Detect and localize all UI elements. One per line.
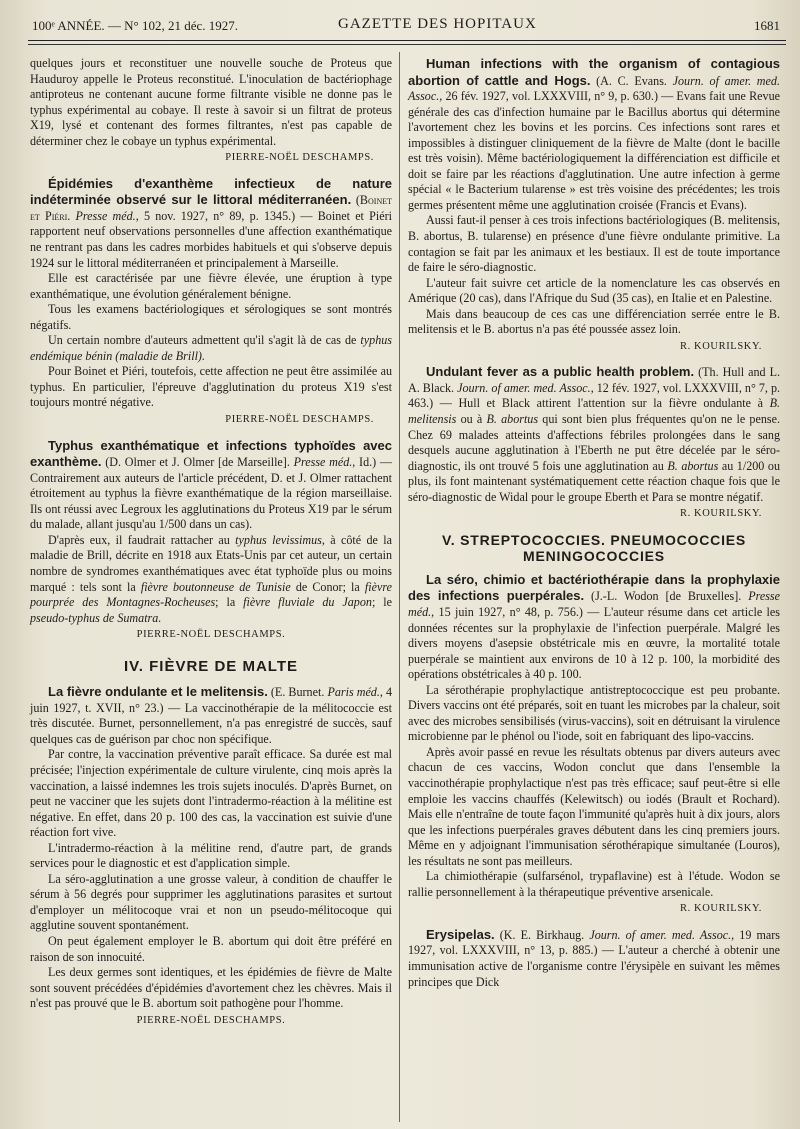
- issue-info: 100ᵉ ANNÉE. — N° 102, 21 déc. 1927.: [32, 18, 239, 33]
- journal-name: Journ. of amer. med. Assoc.: [457, 380, 591, 395]
- article-paragraph: L'intradermo-réaction à la mélitine rend, d'autre part, de grands services pour le diagnostic et est d'application simple.: [30, 840, 392, 871]
- article-text: , 12 fév. 1927, vol. LXXXVIII, n° 7, p. 463.) — Hull et Black attirent l'attention sur la fièvre ondulante à: [408, 380, 781, 411]
- article-title: Erysipelas.: [426, 926, 495, 942]
- article-signature: PIERRE-NOËL DESCHAMPS.: [225, 414, 374, 426]
- journal-name: Presse méd.: [293, 455, 353, 470]
- running-header: [28, 16, 786, 38]
- italic-term: pseudo-typhus de Sumatra.: [30, 610, 162, 625]
- article-signature: R. KOURILSKY.: [680, 340, 762, 352]
- article-reference: (J.-L. Wodon [de Bruxelles].: [591, 589, 742, 604]
- article-paragraph: Après avoir passé en revue les résultats obtenus par divers auteurs avec chacun de ces vaccins, Wodon conclut que dans l'ensemble la vaccinothérapie prophylactique n'est pas très efficace; sauf peut-être si elle emploie les vaccins chauffés (Kelewitsch) ou iodés (Brault et Rochard). Mais elle n'entraîne de toute façon l'immunité qu'après huit à dix jours, alors que les infections puerpérales graves débutent dans les cinq premiers jours. Même en y adjoignant l'immunisation sérothérapique simultanée (Louros), les résultats ne sont pas meilleurs.: [408, 744, 780, 868]
- right-column: [408, 56, 780, 990]
- article-paragraph: [408, 927, 780, 990]
- article-text: ; la: [215, 595, 236, 610]
- article-continuation: [30, 56, 392, 166]
- article-paragraph: [408, 572, 780, 683]
- article-typhus-exanthematique: [30, 438, 392, 643]
- article-paragraph: Par contre, la vaccination préventive paraît efficace. Sa durée est mal précisée; l'injection expérimentale de culture virulente, cinq mois après la vaccination, a laissé indemnes les trois sujets inoculés. D'après Burnet, on peut ne vacciner que les sujets dont l'intradermo-réaction à la mélitine est négative. En effet, dans 20 p. 100 des cas, la vaccination est suivie d'une réaction fort vive.: [30, 747, 392, 840]
- left-column: [30, 56, 392, 1028]
- article-exantheme-mediterraneen: [30, 176, 392, 428]
- article-infections-puerperales: [408, 572, 780, 917]
- article-text: Un certain nombre d'auteurs admettent qu'il s'agit là de cas de: [48, 333, 357, 348]
- journal-name: Presse méd.: [75, 208, 136, 223]
- article-paragraph: [408, 364, 780, 505]
- article-signature: PIERRE-NOËL DESCHAMPS.: [136, 629, 286, 641]
- article-signature: PIERRE-NOËL DESCHAMPS.: [225, 152, 374, 164]
- article-paragraph: [408, 56, 780, 213]
- article-paragraph: Pour Boinet et Piéri, toutefois, cette affection ne peut être assimilée au typhus. En particulier, l'épreuve d'agglutination du proteus X19 s'est toujours montré négative.: [30, 364, 392, 410]
- article-text: , 15 juin 1927, n° 48, p. 756.) — L'auteur résume dans cet article les données récentes sur la prophylaxie de l'infection puerpérale. Malgré les divers moyens d'asepsie obstétricale mis en œuvre, la mortalité totale puerpérale se maintient aux environs de 10 à 12 p. 100, la morbidité des opérations obstétricales à 40 p. 100.: [408, 604, 780, 682]
- article-erysipelas: [408, 927, 780, 990]
- italic-term: B. abortus: [667, 458, 719, 473]
- article-text: D'après eux, il faudrait rattacher au: [48, 532, 230, 547]
- article-title: Human infections with the organism of contagious abortion of cattle and Hogs.: [408, 56, 780, 88]
- journal-title: GAZETTE DES HOPITAUX: [338, 16, 537, 32]
- article-text: ou à: [460, 412, 483, 427]
- article-text: au 1/200 ou plus, ils font maintenant systématiquement cette réaction chaque fois que le séro-diagnostic de Widal pour le groupe Eberth et Para se montre négatif.: [408, 458, 780, 504]
- italic-term: fièvre boutonneuse de Tunisie: [140, 579, 291, 594]
- article-undulant-fever: [408, 364, 780, 521]
- page-number: 1681: [754, 18, 780, 33]
- article-paragraph: L'auteur fait suivre cet article de la nomenclature les cas observés en Amérique (20 cas), dans l'Afrique du Sud (35 cas), en Italie et en Palestine.: [408, 275, 780, 306]
- article-paragraph: Aussi faut-il penser à ces trois infections bactériologiques (B. melitensis, B. abortus, B. tularense) en présence d'une fièvre ondulante primitive. La contagion se fait par les animaux et les bestiaux. Il est de toute importance de faire le séro-diagnostic.: [408, 213, 780, 275]
- section-heading: IV. FIÈVRE DE MALTE: [123, 657, 299, 675]
- article-reference: (Boinet et Piéri.: [30, 193, 392, 223]
- article-reference: (E. Burnet.: [270, 685, 325, 700]
- article-paragraph: Elle est caractérisée par une fièvre élevée, une éruption à type exanthématique, une évolution généralement bénigne.: [30, 271, 392, 301]
- article-fievre-ondulante: [30, 684, 392, 1028]
- article-title: La séro, chimio et bactériothérapie dans la prophylaxie des infections puerpérales.: [408, 571, 780, 604]
- article-text: , 4 juin 1927, t. XVII, n° 23.) — La vaccinothérapie de la mélitococcie est très discutée. Burnet, personnellement, n'a pas enregistré de succès, sauf quelques cas de guérison par choc non spécifique.: [30, 685, 393, 746]
- article-paragraph: Mais dans beaucoup de ces cas une différenciation serrée entre le B. melitensis et le B. abortus n'a pas été poussée assez loin.: [408, 306, 780, 337]
- article-title: Typhus exanthématique et infections typhoïdes avec exanthème.: [30, 437, 392, 470]
- article-text: , Id.) — Contrairement aux auteurs de l'article précédent, D. et J. Olmer rattachent étroitement au typhus la fièvre exanthématique de la région marseillaise. Ils ont réussi avec Legroux les agglutinations du Proteus X19 par le sérum du malade, allant jusqu'au 1/500 dans un cas).: [30, 455, 392, 532]
- italic-term: typhus levissimus: [235, 532, 322, 547]
- journal-name: Presse méd.: [408, 589, 780, 619]
- article-title: Épidémies d'exanthème infectieux de nature indéterminée observé sur le littoral méditerranéen.: [30, 175, 392, 208]
- article-paragraph: La sérothérapie prophylactique antistreptococcique est peu probante. Divers vaccins ont été préparés, soit en tuant les microbes par la chaleur, soit avec des microbes sensibilisés (virus-vaccins), soit en détruisant la virulence microbienne par le phénol ou l'iode, soit en fabriquant des lipo-vaccins.: [408, 682, 780, 744]
- article-paragraph: La séro-agglutination a une grosse valeur, à condition de chauffer le sérum à 56 degrés pour supprimer les agglutinations parasites et surtout d'employer un mélitocoque vrai et non un pseudo-mélitocoque qui agglutine souvent spontanément.: [30, 871, 392, 933]
- header-rule: [28, 40, 786, 41]
- article-title: La fièvre ondulante et le melitensis.: [48, 684, 268, 700]
- article-text: qui sont bien plus fréquentes qu'on ne le pense. Chez 69 malades atteints d'affections fébriles prolongées dans le sang desquels aucune agglutination à l'Eberth ne put être décelée par le séro-diagnostic, ils ont trouvé 5 fois une agglutination au: [408, 412, 780, 473]
- article-text: , 5 nov. 1927, n° 89, p. 1345.) — Boinet et Piéri rapportent neuf observations personnelles d'une affection exanthématique ne rentrant pas dans les cadres morbides habituels et qui s'observe depuis 1924 sur le littoral méditerranéen et principalement à Marseille.: [30, 208, 392, 270]
- article-human-infections: [408, 56, 780, 354]
- article-reference: (Th. Hull and L. A. Black.: [408, 365, 780, 395]
- article-paragraph: La chimiothérapie (sulfarsénol, trypaflavine) est à l'étude. Wodon se rallie personnellement à la thérapeutique préventive arsenicale.: [408, 869, 780, 899]
- journal-name: Journ. of amer. med. Assoc.: [408, 73, 780, 104]
- article-reference: (D. Olmer et J. Olmer [de Marseille].: [105, 455, 290, 470]
- journal-name: Journ. of amer. med. Assoc.: [589, 927, 732, 942]
- article-paragraph: Les deux germes sont identiques, et les épidémies de fièvre de Malte sont souvent précédées d'épidémies d'avortement chez les chèvres. Mais il n'est pas prouvé que le B. abortum soit pathogène pour l'homme.: [30, 965, 392, 1011]
- article-text: , 26 fév. 1927, vol. LXXXVIII, n° 9, p. 630.) — Evans fait une Revue générale des cas d'infection humaine par le Bacillus abortus qui détermine l'avortement chez les bovins et les porcins. Ces infections sont rares et impossibles à distinguer cliniquement de la fièvre de Malte (dont le bacille est très voisin). Même bactériologiquement la différenciation est difficile et doit se faire par les réactions d'agglutination. Une autre infection à germe spécial « le Bacterium tularense » est très voisine des précédentes; les trois germes présentent même une agglutination croisée (Francis et Evans).: [408, 89, 780, 212]
- italic-term: typhus endémique bénin (maladie de Brill).: [30, 333, 392, 363]
- italic-term: B. melitensis: [408, 396, 780, 427]
- article-signature: R. KOURILSKY.: [680, 508, 762, 520]
- article-text: ; le: [371, 595, 392, 610]
- article-paragraph: On peut également employer le B. abortum qui doit être préféré en raison de son innocuité.: [30, 933, 392, 964]
- article-text: , à côté de la maladie de Brill, décrite en 1918 aux Etats-Unis par cet auteur, un certain nombre de syndromes exanthématiques avec état typhoïde plus ou moins marqué : tels sont la: [30, 532, 392, 594]
- article-paragraph: Tous les examens bactériologiques et sérologiques se sont montrés négatifs.: [30, 302, 392, 332]
- journal-name: Paris méd.: [327, 685, 380, 700]
- article-body: quelques jours et reconstituer une nouvelle souche de Proteus que Hauduroy appelle le Proteus reconstitué. L'inoculation de bactériophage antiproteus ne contenant aucune forme filtrante visible ne donne pas le typhus expérimental au cobaye. Il reste à savoir si un filtrat de proteus X19, lysé et contenant des formes filtrantes, n'est pas capable de déterminer chez le cobaye un typhus expérimental.: [30, 56, 392, 148]
- header-rule-thin: [28, 44, 786, 45]
- article-paragraph: [30, 333, 392, 364]
- italic-term: fièvre pourprée des Montagnes-Rocheuses: [30, 579, 392, 610]
- article-paragraph: [30, 684, 392, 747]
- article-paragraph: [30, 438, 392, 533]
- article-text: , 19 mars 1927, vol. LXXXVIII, n° 13, p. 885.) — L'auteur a cherché à obtenir une immunisation active de l'organisme contre l'érysipèle en suivant les mêmes principes que Dick: [408, 927, 780, 989]
- article-text: de Conor; la: [295, 579, 360, 594]
- article-reference: (K. E. Birkhaug.: [499, 927, 585, 942]
- article-reference: (A. C. Evans.: [596, 73, 667, 88]
- article-signature: R. KOURILSKY.: [680, 903, 762, 915]
- article-paragraph: [30, 533, 392, 626]
- article-signature: PIERRE-NOËL DESCHAMPS.: [136, 1014, 286, 1026]
- italic-term: B. abortus: [486, 412, 539, 427]
- section-heading: V. STREPTOCOCCIES. PNEUMOCOCCIES MENINGOCOCCIES: [441, 531, 747, 564]
- italic-term: fièvre fluviale du Japon: [243, 595, 372, 610]
- column-divider: [399, 52, 400, 1122]
- article-paragraph: [30, 176, 392, 271]
- article-title: Undulant fever as a public health problem.: [426, 364, 695, 380]
